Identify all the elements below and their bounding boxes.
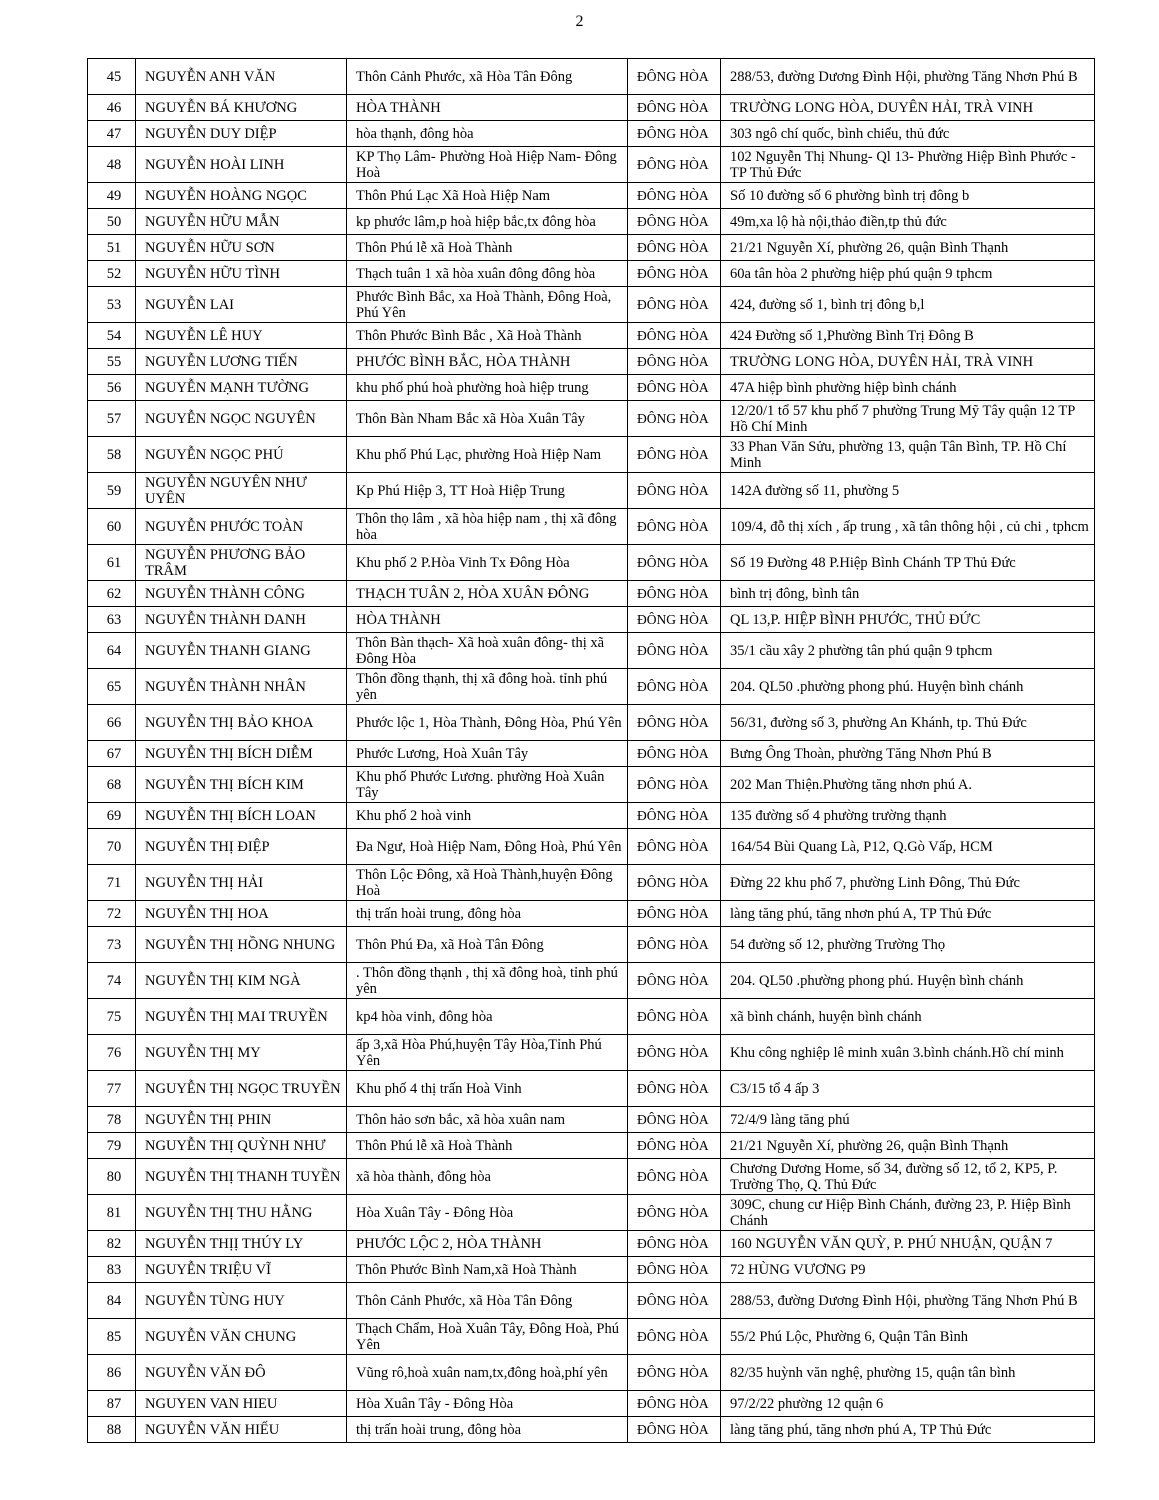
table-row — [88, 121, 1095, 147]
district-cell: ĐÔNG HÒA — [628, 545, 721, 581]
current-address-cell: QL 13,P. HIỆP BÌNH PHƯỚC, THỦ ĐỨC — [721, 607, 1095, 633]
current-address-cell: 54 đường số 12, phường Trường Thọ — [721, 927, 1095, 963]
district-cell: ĐÔNG HÒA — [628, 1391, 721, 1417]
table-row — [88, 1391, 1095, 1417]
row-number-cell: 86 — [88, 1355, 136, 1391]
full-name-cell: NGUYỄN THỊ NGỌC TRUYỀN — [136, 1071, 347, 1107]
current-address-cell: 21/21 Nguyễn Xí, phường 26, quận Bình Thạnh — [721, 235, 1095, 261]
district-cell: ĐÔNG HÒA — [628, 261, 721, 287]
district-cell: ĐÔNG HÒA — [628, 741, 721, 767]
page-number: 2 — [575, 13, 584, 30]
full-name-cell: NGUYỄN THỊ BÍCH LOAN — [136, 803, 347, 829]
table-row — [88, 1107, 1095, 1133]
hometown-address-cell: Thôn Phú Đa, xã Hoà Tân Đông — [347, 927, 628, 963]
current-address-cell: làng tăng phú, tăng nhơn phú A, TP Thủ Đức — [721, 1417, 1095, 1443]
table-row — [88, 147, 1095, 183]
table-row — [88, 1257, 1095, 1283]
table-row — [88, 999, 1095, 1035]
table-row — [88, 669, 1095, 705]
current-address-cell: TRƯỜNG LONG HÒA, DUYÊN HẢI, TRÀ VINH — [721, 349, 1095, 375]
row-number-cell: 54 — [88, 323, 136, 349]
full-name-cell: NGUYỄN HOÀNG NGỌC — [136, 183, 347, 209]
hometown-address-cell: Thôn Lộc Đông, xã Hoà Thành,huyện Đông Hoà — [347, 865, 628, 901]
district-cell: ĐÔNG HÒA — [628, 1257, 721, 1283]
row-number-cell: 81 — [88, 1195, 136, 1231]
table-row — [88, 235, 1095, 261]
current-address-cell: 102 Nguyễn Thị Nhung- Ql 13- Phường Hiệp Bình Phước - TP Thủ Đức — [721, 147, 1095, 183]
full-name-cell: NGUYỄN DUY DIỆP — [136, 121, 347, 147]
current-address-cell: 160 NGUYỄN VĂN QUỲ, P. PHÚ NHUẬN, QUẬN 7 — [721, 1231, 1095, 1257]
hometown-address-cell: Thôn Cảnh Phước, xã Hòa Tân Đông — [347, 59, 628, 95]
hometown-address-cell: Thôn Phước Bình Nam,xã Hoà Thành — [347, 1257, 628, 1283]
district-cell: ĐÔNG HÒA — [628, 829, 721, 865]
row-number-cell: 53 — [88, 287, 136, 323]
hometown-address-cell: Hòa Xuân Tây - Đông Hòa — [347, 1391, 628, 1417]
district-cell: ĐÔNG HÒA — [628, 1195, 721, 1231]
full-name-cell: NGUYỄN THỊ HỒNG NHUNG — [136, 927, 347, 963]
row-number-cell: 76 — [88, 1035, 136, 1071]
full-name-cell: NGUYỄN THÀNH NHÂN — [136, 669, 347, 705]
full-name-cell: NGUYỄN THỊ BÍCH DIỄM — [136, 741, 347, 767]
hometown-address-cell: Thôn Bàn thạch- Xã hoà xuân đông- thị xã Đông Hòa — [347, 633, 628, 669]
row-number-cell: 49 — [88, 183, 136, 209]
district-cell: ĐÔNG HÒA — [628, 963, 721, 999]
row-number-cell: 71 — [88, 865, 136, 901]
row-number-cell: 48 — [88, 147, 136, 183]
district-cell: ĐÔNG HÒA — [628, 1319, 721, 1355]
full-name-cell: NGUYỄN LAI — [136, 287, 347, 323]
hometown-address-cell: Khu phố 2 P.Hòa Vinh Tx Đông Hòa — [347, 545, 628, 581]
current-address-cell: 204. QL50 .phường phong phú. Huyện bình chánh — [721, 963, 1095, 999]
row-number-cell: 52 — [88, 261, 136, 287]
district-cell: ĐÔNG HÒA — [628, 1035, 721, 1071]
row-number-cell: 51 — [88, 235, 136, 261]
current-address-cell: TRƯỜNG LONG HÒA, DUYÊN HẢI, TRÀ VINH — [721, 95, 1095, 121]
district-cell: ĐÔNG HÒA — [628, 1355, 721, 1391]
full-name-cell: NGUYỄN BÁ KHƯƠNG — [136, 95, 347, 121]
row-number-cell: 72 — [88, 901, 136, 927]
row-number-cell: 50 — [88, 209, 136, 235]
table-row — [88, 1319, 1095, 1355]
full-name-cell: NGUYỄN VĂN ĐÔ — [136, 1355, 347, 1391]
table-row — [88, 927, 1095, 963]
records-table-body — [88, 59, 1095, 1443]
full-name-cell: NGUYỄN VĂN CHUNG — [136, 1319, 347, 1355]
hometown-address-cell: Thôn thọ lâm , xã hòa hiệp nam , thị xã đông hòa — [347, 509, 628, 545]
row-number-cell: 64 — [88, 633, 136, 669]
full-name-cell: NGUYỄN THỊ HOA — [136, 901, 347, 927]
current-address-cell: 142A đường số 11, phường 5 — [721, 473, 1095, 509]
hometown-address-cell: Khu phố 2 hoà vinh — [347, 803, 628, 829]
district-cell: ĐÔNG HÒA — [628, 509, 721, 545]
district-cell: ĐÔNG HÒA — [628, 235, 721, 261]
full-name-cell: NGUYEN VAN HIEU — [136, 1391, 347, 1417]
hometown-address-cell: Kp Phú Hiệp 3, TT Hoà Hiệp Trung — [347, 473, 628, 509]
table-row — [88, 581, 1095, 607]
row-number-cell: 69 — [88, 803, 136, 829]
full-name-cell: NGUYỄN LƯƠNG TIẾN — [136, 349, 347, 375]
district-cell: ĐÔNG HÒA — [628, 633, 721, 669]
current-address-cell: 135 đường số 4 phường trường thạnh — [721, 803, 1095, 829]
district-cell: ĐÔNG HÒA — [628, 865, 721, 901]
hometown-address-cell: kp phước lâm,p hoà hiệp bắc,tx đông hòa — [347, 209, 628, 235]
hometown-address-cell: Thôn Phú lễ xã Hoà Thành — [347, 1133, 628, 1159]
row-number-cell: 68 — [88, 767, 136, 803]
row-number-cell: 80 — [88, 1159, 136, 1195]
full-name-cell: NGUYỄN LÊ HUY — [136, 323, 347, 349]
full-name-cell: NGUYỄN PHƯỚC TOÀN — [136, 509, 347, 545]
table-row — [88, 323, 1095, 349]
row-number-cell: 65 — [88, 669, 136, 705]
table-row — [88, 1035, 1095, 1071]
district-cell: ĐÔNG HÒA — [628, 95, 721, 121]
hometown-address-cell: Thôn Bàn Nham Bắc xã Hòa Xuân Tây — [347, 401, 628, 437]
row-number-cell: 63 — [88, 607, 136, 633]
hometown-address-cell: hòa thạnh, đông hòa — [347, 121, 628, 147]
current-address-cell: 97/2/22 phường 12 quận 6 — [721, 1391, 1095, 1417]
current-address-cell: 49m,xa lộ hà nội,thảo điền,tp thủ đức — [721, 209, 1095, 235]
full-name-cell: NGUYỄN NGỌC NGUYÊN — [136, 401, 347, 437]
row-number-cell: 47 — [88, 121, 136, 147]
current-address-cell: 12/20/1 tổ 57 khu phố 7 phường Trung Mỹ Tây quận 12 TP Hồ Chí Minh — [721, 401, 1095, 437]
row-number-cell: 87 — [88, 1391, 136, 1417]
hometown-address-cell: Khu phố Phú Lạc, phường Hoà Hiệp Nam — [347, 437, 628, 473]
table-row — [88, 1195, 1095, 1231]
hometown-address-cell: xã hòa thành, đông hòa — [347, 1159, 628, 1195]
table-row — [88, 209, 1095, 235]
current-address-cell: làng tăng phú, tăng nhơn phú A, TP Thủ Đức — [721, 901, 1095, 927]
table-row — [88, 741, 1095, 767]
row-number-cell: 83 — [88, 1257, 136, 1283]
hometown-address-cell: Thôn đồng thạnh, thị xã đông hoà. tỉnh phú yên — [347, 669, 628, 705]
row-number-cell: 67 — [88, 741, 136, 767]
current-address-cell: C3/15 tổ 4 ấp 3 — [721, 1071, 1095, 1107]
current-address-cell: Bưng Ông Thoàn, phường Tăng Nhơn Phú B — [721, 741, 1095, 767]
table-row — [88, 607, 1095, 633]
hometown-address-cell: thị trấn hoài trung, đông hòa — [347, 1417, 628, 1443]
current-address-cell: 164/54 Bùi Quang Là, P12, Q.Gò Vấp, HCM — [721, 829, 1095, 865]
hometown-address-cell: Khu phố 4 thị trấn Hoà Vinh — [347, 1071, 628, 1107]
full-name-cell: NGUYỄN THÀNH DANH — [136, 607, 347, 633]
table-row — [88, 803, 1095, 829]
hometown-address-cell: . Thôn đồng thạnh , thị xã đông hoà, tỉnh phú yên — [347, 963, 628, 999]
table-row — [88, 183, 1095, 209]
table-row — [88, 901, 1095, 927]
table-row — [88, 767, 1095, 803]
row-number-cell: 70 — [88, 829, 136, 865]
district-cell: ĐÔNG HÒA — [628, 1071, 721, 1107]
table-row — [88, 261, 1095, 287]
hometown-address-cell: HÒA THÀNH — [347, 607, 628, 633]
current-address-cell: 72/4/9 làng tăng phú — [721, 1107, 1095, 1133]
full-name-cell: NGUYỄN THỊ HẢI — [136, 865, 347, 901]
row-number-cell: 79 — [88, 1133, 136, 1159]
full-name-cell: NGUYỄN THỊ MY — [136, 1035, 347, 1071]
row-number-cell: 46 — [88, 95, 136, 121]
district-cell: ĐÔNG HÒA — [628, 901, 721, 927]
district-cell: ĐÔNG HÒA — [628, 1283, 721, 1319]
table-row — [88, 633, 1095, 669]
full-name-cell: NGUYỄN THỊ THU HẰNG — [136, 1195, 347, 1231]
district-cell: ĐÔNG HÒA — [628, 183, 721, 209]
full-name-cell: NGUYỄN TÙNG HUY — [136, 1283, 347, 1319]
hometown-address-cell: Thôn Phước Bình Bắc , Xã Hoà Thành — [347, 323, 628, 349]
row-number-cell: 62 — [88, 581, 136, 607]
district-cell: ĐÔNG HÒA — [628, 669, 721, 705]
table-row — [88, 705, 1095, 741]
full-name-cell: NGUYỄN NGỌC PHÚ — [136, 437, 347, 473]
current-address-cell: 109/4, đỗ thị xích , ấp trung , xã tân thông hội , củ chi , tphcm — [721, 509, 1095, 545]
district-cell: ĐÔNG HÒA — [628, 375, 721, 401]
row-number-cell: 57 — [88, 401, 136, 437]
row-number-cell: 75 — [88, 999, 136, 1035]
row-number-cell: 61 — [88, 545, 136, 581]
full-name-cell: NGUYỄN HỮU SƠN — [136, 235, 347, 261]
table-row — [88, 287, 1095, 323]
row-number-cell: 59 — [88, 473, 136, 509]
current-address-cell: Số 19 Đường 48 P.Hiệp Bình Chánh TP Thủ Đức — [721, 545, 1095, 581]
full-name-cell: NGUYỄN THỊ ĐIỆP — [136, 829, 347, 865]
current-address-cell: Khu công nghiệp lê minh xuân 3.bình chánh.Hồ chí minh — [721, 1035, 1095, 1071]
table-row — [88, 401, 1095, 437]
full-name-cell: NGUYỄN THỊ PHIN — [136, 1107, 347, 1133]
hometown-address-cell: HÒA THÀNH — [347, 95, 628, 121]
full-name-cell: NGUYỄN THÀNH CÔNG — [136, 581, 347, 607]
table-row — [88, 95, 1095, 121]
full-name-cell: NGUYỄN HỮU TÌNH — [136, 261, 347, 287]
district-cell: ĐÔNG HÒA — [628, 581, 721, 607]
current-address-cell: 204. QL50 .phường phong phú. Huyện bình chánh — [721, 669, 1095, 705]
row-number-cell: 74 — [88, 963, 136, 999]
table-row — [88, 349, 1095, 375]
current-address-cell: Đừng 22 khu phố 7, phường Linh Đông, Thủ Đức — [721, 865, 1095, 901]
table-row — [88, 375, 1095, 401]
row-number-cell: 60 — [88, 509, 136, 545]
table-row — [88, 1417, 1095, 1443]
row-number-cell: 88 — [88, 1417, 136, 1443]
full-name-cell: NGUYỄN THỊ QUỲNH NHƯ — [136, 1133, 347, 1159]
table-row — [88, 473, 1095, 509]
district-cell: ĐÔNG HÒA — [628, 705, 721, 741]
district-cell: ĐÔNG HÒA — [628, 999, 721, 1035]
hometown-address-cell: KP Thọ Lâm- Phường Hoà Hiệp Nam- Đông Hoà — [347, 147, 628, 183]
row-number-cell: 78 — [88, 1107, 136, 1133]
records-table — [87, 58, 1095, 1443]
current-address-cell: 288/53, đường Dương Đình Hội, phường Tăng Nhơn Phú B — [721, 59, 1095, 95]
table-row — [88, 963, 1095, 999]
district-cell: ĐÔNG HÒA — [628, 607, 721, 633]
current-address-cell: 202 Man Thiện.Phường tăng nhơn phú A. — [721, 767, 1095, 803]
district-cell: ĐÔNG HÒA — [628, 59, 721, 95]
row-number-cell: 55 — [88, 349, 136, 375]
hometown-address-cell: Thôn Cảnh Phước, xã Hòa Tân Đông — [347, 1283, 628, 1319]
hometown-address-cell: kp4 hòa vinh, đông hòa — [347, 999, 628, 1035]
district-cell: ĐÔNG HÒA — [628, 473, 721, 509]
full-name-cell: NGUYỄN THỊỊ THÚY LY — [136, 1231, 347, 1257]
table-row — [88, 1159, 1095, 1195]
row-number-cell: 84 — [88, 1283, 136, 1319]
full-name-cell: NGUYỄN ANH VĂN — [136, 59, 347, 95]
hometown-address-cell: Phước lộc 1, Hòa Thành, Đông Hòa, Phú Yên — [347, 705, 628, 741]
full-name-cell: NGUYỄN PHƯƠNG BẢO TRÂM — [136, 545, 347, 581]
current-address-cell: 309C, chung cư Hiệp Bình Chánh, đường 23, P. Hiệp Bình Chánh — [721, 1195, 1095, 1231]
table-row — [88, 545, 1095, 581]
table-row — [88, 1283, 1095, 1319]
district-cell: ĐÔNG HÒA — [628, 121, 721, 147]
hometown-address-cell: Thôn Phú lễ xã Hoà Thành — [347, 235, 628, 261]
hometown-address-cell: Thạch Chẩm, Hoà Xuân Tây, Đông Hoà, Phú Yên — [347, 1319, 628, 1355]
full-name-cell: NGUYỄN THỊ THANH TUYỀN — [136, 1159, 347, 1195]
district-cell: ĐÔNG HÒA — [628, 1159, 721, 1195]
district-cell: ĐÔNG HÒA — [628, 349, 721, 375]
table-row — [88, 1355, 1095, 1391]
table-row — [88, 1231, 1095, 1257]
row-number-cell: 77 — [88, 1071, 136, 1107]
full-name-cell: NGUYỄN THỊ KIM NGÀ — [136, 963, 347, 999]
current-address-cell: 424 Đường số 1,Phường Bình Trị Đông B — [721, 323, 1095, 349]
current-address-cell: 303 ngô chí quốc, bình chiểu, thủ đức — [721, 121, 1095, 147]
district-cell: ĐÔNG HÒA — [628, 927, 721, 963]
table-row — [88, 509, 1095, 545]
hometown-address-cell: THẠCH TUÂN 2, HÒA XUÂN ĐÔNG — [347, 581, 628, 607]
district-cell: ĐÔNG HÒA — [628, 1133, 721, 1159]
full-name-cell: NGUYỄN THANH GIANG — [136, 633, 347, 669]
row-number-cell: 45 — [88, 59, 136, 95]
current-address-cell: xã bình chánh, huyện bình chánh — [721, 999, 1095, 1035]
current-address-cell: 82/35 huỳnh văn nghệ, phường 15, quận tân bình — [721, 1355, 1095, 1391]
district-cell: ĐÔNG HÒA — [628, 287, 721, 323]
full-name-cell: NGUYỄN HỮU MẪN — [136, 209, 347, 235]
district-cell: ĐÔNG HÒA — [628, 209, 721, 235]
row-number-cell: 85 — [88, 1319, 136, 1355]
district-cell: ĐÔNG HÒA — [628, 323, 721, 349]
hometown-address-cell: Phước Lương, Hoà Xuân Tây — [347, 741, 628, 767]
district-cell: ĐÔNG HÒA — [628, 437, 721, 473]
table-row — [88, 1133, 1095, 1159]
row-number-cell: 66 — [88, 705, 136, 741]
hometown-address-cell: Đa Ngư, Hoà Hiệp Nam, Đông Hoà, Phú Yên — [347, 829, 628, 865]
current-address-cell: 60a tân hòa 2 phường hiệp phú quận 9 tphcm — [721, 261, 1095, 287]
row-number-cell: 58 — [88, 437, 136, 473]
full-name-cell: NGUYỄN NGUYÊN NHƯ UYÊN — [136, 473, 347, 509]
current-address-cell: 72 HÙNG VƯƠNG P9 — [721, 1257, 1095, 1283]
hometown-address-cell: PHƯỚC BÌNH BẮC, HÒA THÀNH — [347, 349, 628, 375]
hometown-address-cell: ấp 3,xã Hòa Phú,huyện Tây Hòa,Tỉnh Phú Yên — [347, 1035, 628, 1071]
table-row — [88, 59, 1095, 95]
row-number-cell: 73 — [88, 927, 136, 963]
current-address-cell: 288/53, đường Dương Đình Hội, phường Tăng Nhơn Phú B — [721, 1283, 1095, 1319]
hometown-address-cell: Thôn hảo sơn bắc, xã hòa xuân nam — [347, 1107, 628, 1133]
current-address-cell: 47A hiệp bình phường hiệp bình chánh — [721, 375, 1095, 401]
full-name-cell: NGUYỄN THỊ MAI TRUYỀN — [136, 999, 347, 1035]
table-row — [88, 829, 1095, 865]
district-cell: ĐÔNG HÒA — [628, 767, 721, 803]
hometown-address-cell: thị trấn hoài trung, đông hòa — [347, 901, 628, 927]
hometown-address-cell: PHƯỚC LỘC 2, HÒA THÀNH — [347, 1231, 628, 1257]
row-number-cell: 56 — [88, 375, 136, 401]
hometown-address-cell: Hòa Xuân Tây - Đông Hòa — [347, 1195, 628, 1231]
current-address-cell: 33 Phan Văn Sửu, phường 13, quận Tân Bình, TP. Hồ Chí Minh — [721, 437, 1095, 473]
hometown-address-cell: Thôn Phú Lạc Xã Hoà Hiệp Nam — [347, 183, 628, 209]
current-address-cell: 21/21 Nguyễn Xí, phường 26, quận Bình Thạnh — [721, 1133, 1095, 1159]
current-address-cell: bình trị đông, bình tân — [721, 581, 1095, 607]
district-cell: ĐÔNG HÒA — [628, 401, 721, 437]
current-address-cell: Số 10 đường số 6 phường bình trị đông b — [721, 183, 1095, 209]
full-name-cell: NGUYỄN MẠNH TƯỜNG — [136, 375, 347, 401]
full-name-cell: NGUYỄN HOÀI LINH — [136, 147, 347, 183]
full-name-cell: NGUYỄN VĂN HIẾU — [136, 1417, 347, 1443]
current-address-cell: 56/31, đường số 3, phường An Khánh, tp. Thủ Đức — [721, 705, 1095, 741]
current-address-cell: 424, đường số 1, bình trị đông b,l — [721, 287, 1095, 323]
table-row — [88, 1071, 1095, 1107]
current-address-cell: 35/1 cầu xây 2 phường tân phú quận 9 tphcm — [721, 633, 1095, 669]
district-cell: ĐÔNG HÒA — [628, 1417, 721, 1443]
district-cell: ĐÔNG HÒA — [628, 147, 721, 183]
full-name-cell: NGUYỄN TRIỆU VĨ — [136, 1257, 347, 1283]
hometown-address-cell: Vũng rô,hoà xuân nam,tx,đông hoà,phí yên — [347, 1355, 628, 1391]
full-name-cell: NGUYỄN THỊ BÍCH KIM — [136, 767, 347, 803]
table-row — [88, 437, 1095, 473]
hometown-address-cell: Khu phố Phước Lương. phường Hoà Xuân Tây — [347, 767, 628, 803]
district-cell: ĐÔNG HÒA — [628, 1107, 721, 1133]
full-name-cell: NGUYỄN THỊ BẢO KHOA — [136, 705, 347, 741]
hometown-address-cell: Thạch tuân 1 xã hòa xuân đông đông hòa — [347, 261, 628, 287]
current-address-cell: Chương Dương Home, số 34, đường số 12, tổ 2, KP5, P. Trường Thọ, Q. Thủ Đức — [721, 1159, 1095, 1195]
table-row — [88, 865, 1095, 901]
row-number-cell: 82 — [88, 1231, 136, 1257]
district-cell: ĐÔNG HÒA — [628, 1231, 721, 1257]
hometown-address-cell: Phước Bình Bắc, xa Hoà Thành, Đông Hoà, Phú Yên — [347, 287, 628, 323]
current-address-cell: 55/2 Phú Lộc, Phường 6, Quận Tân Bình — [721, 1319, 1095, 1355]
hometown-address-cell: khu phố phú hoà phường hoà hiệp trung — [347, 375, 628, 401]
district-cell: ĐÔNG HÒA — [628, 803, 721, 829]
